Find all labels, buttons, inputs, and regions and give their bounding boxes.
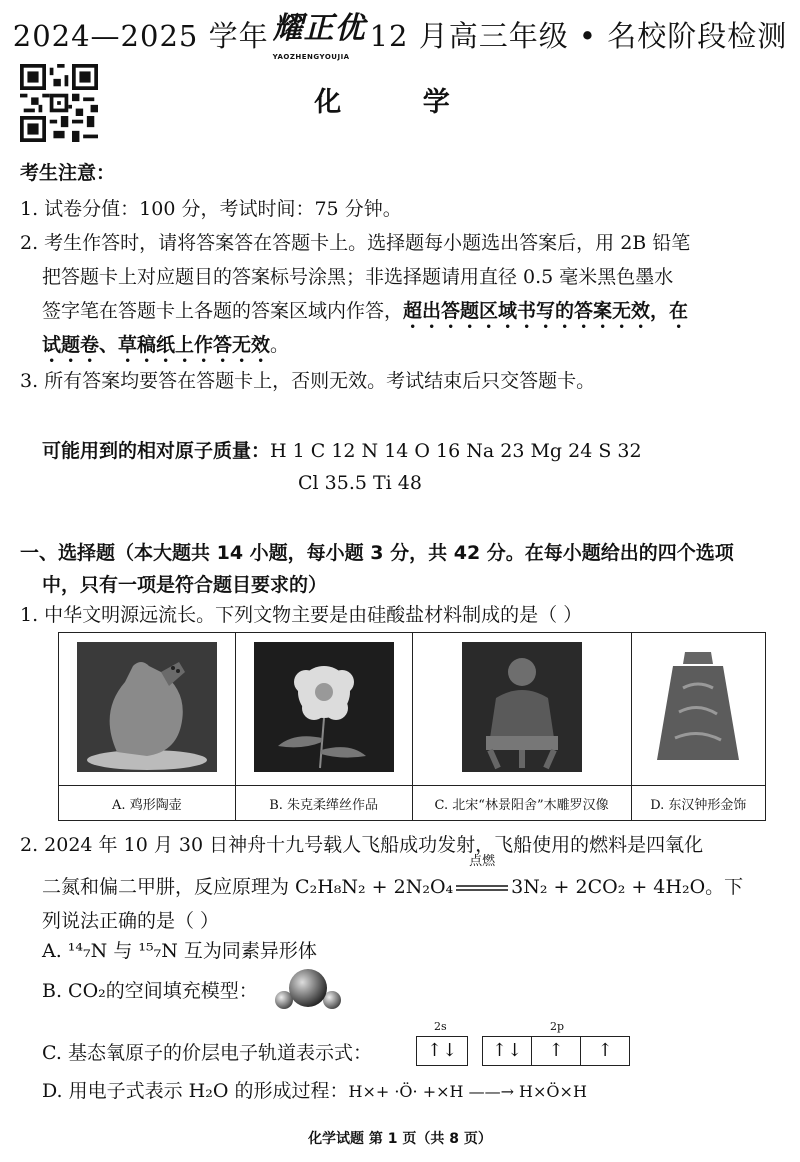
notice-item-2-line3: 签字笔在答题卡上各题的答案区域内作答，超出答题区域书写的答案无效，在 [42, 300, 689, 322]
brand-logo [272, 11, 366, 61]
page-footer: 化学试题 第 1 页（共 8 页） [308, 1131, 492, 1147]
atomic-mass-line1 [42, 434, 642, 468]
notice-item-3: 3. 所有答案均要答在答题卡上，否则无效。考试结束后只交答题卡。 [20, 370, 596, 392]
q1-image-b [235, 633, 412, 786]
bell-gold-ornament-icon [643, 642, 753, 772]
q2-option-d: D. 用电子式表示 H₂O 的形成过程：H×+ ·Ö· +×H ——→ H×Ö×H [42, 1080, 587, 1102]
exam-header [0, 11, 800, 61]
orbital-2s-box [416, 1036, 468, 1066]
pottery-pot-icon [77, 642, 217, 772]
orbital-2p-1: ↑↓ [483, 1037, 532, 1065]
question-1-stem: 1. 中华文明源远流长。下列文物主要是由硅酸盐材料制成的是（ ） [20, 604, 583, 626]
orbital-2s-1: ↑↓ [426, 1040, 458, 1061]
q1-option-c: C. 北宋“林景阳舍”木雕罗汉像 [412, 786, 631, 821]
electron-formula: H×+ ·Ö· +×H ——→ H×Ö×H [348, 1082, 587, 1101]
silk-peony-icon [254, 642, 394, 772]
q2-option-b: B. CO₂的空间填充模型： [42, 980, 258, 1002]
reaction-condition: 点燃 [469, 854, 496, 869]
question-2-line2: 二氮和偏二甲肼，反应原理为 C₂H₈N₂ + 2N₂O₄ 点燃 3N₂ + 2CO₂ + 4H₂O。下 [42, 870, 743, 904]
atomic-mass-label: 可能用到的相对原子质量： [42, 440, 271, 462]
atomic-mass-values: H 1 C 12 N 14 O 16 Na 23 Mg 24 S 32 [270, 440, 642, 462]
brand-subtitle: YAOZHENGYOUJIA [272, 53, 350, 61]
q1-image-c [412, 633, 631, 786]
brand-name: 耀正优 [272, 11, 366, 46]
orbital-2s-label: 2s [434, 1020, 447, 1033]
section-1-heading-line2: 中，只有一项是符合题目要求的） [42, 574, 328, 596]
q1-image-d [631, 633, 765, 786]
orbital-2p-2: ↑ [532, 1037, 581, 1065]
co2-space-filling-model-icon [272, 968, 346, 1012]
notice-item-2-line2: 把答题卡上对应题目的答案标号涂黑；非选择题请用直径 0.5 毫米黑色墨水 [42, 266, 674, 288]
orbital-2p-3: ↑ [597, 1040, 613, 1061]
header-title: 12 月高三年级 • 名校阶段检测 [369, 19, 788, 53]
q1-image-a [59, 633, 236, 786]
wood-arhat-statue-icon [462, 642, 582, 772]
notice-emphasis-2: 试题卷、草稿纸上作答无效 [42, 334, 271, 356]
q1-options-table [58, 632, 766, 821]
atomic-mass-line2: Cl 35.5 Ti 48 [298, 472, 422, 494]
q1-option-a: A. 鸡形陶壶 [59, 786, 236, 821]
section-1-heading: 一、选择题（本大题共 14 小题，每小题 3 分，共 42 分。在每小题给出的四个选项 [20, 542, 734, 564]
notice-title: 考生注意： [20, 162, 116, 184]
notice-item-2: 2. 考生作答时，请将答案答在答题卡上。选择题每小题选出答案后，用 2B 铅笔 [20, 232, 691, 254]
notice-item-1: 1. 试卷分值：100 分，考试时间：75 分钟。 [20, 198, 402, 220]
notice-item-2-line4: 试题卷、草稿纸上作答无效。 [42, 334, 290, 356]
q1-option-b: B. 朱克柔缂丝作品 [235, 786, 412, 821]
question-2-line3: 列说法正确的是（ ） [42, 910, 220, 932]
orbital-2p-label: 2p [550, 1020, 565, 1033]
subject-title: 化 学 [314, 87, 486, 118]
q2-option-a: A. ¹⁴₇N 与 ¹⁵₇N 互为同素异形体 [42, 940, 317, 962]
question-2-line1: 2. 2024 年 10 月 30 日神舟十九号载人飞船成功发射，飞船使用的燃料是四氧化 [20, 834, 704, 856]
q1-option-d: D. 东汉钟形金饰 [631, 786, 765, 821]
reaction-arrow [453, 854, 511, 904]
header-year: 2024—2025 学年 [12, 19, 269, 53]
notice-emphasis-1: 超出答题区域书写的答案无效，在 [403, 300, 689, 322]
orbital-2p-box [482, 1036, 630, 1066]
q2-option-c: C. 基态氧原子的价层电子轨道表示式： [42, 1042, 372, 1064]
